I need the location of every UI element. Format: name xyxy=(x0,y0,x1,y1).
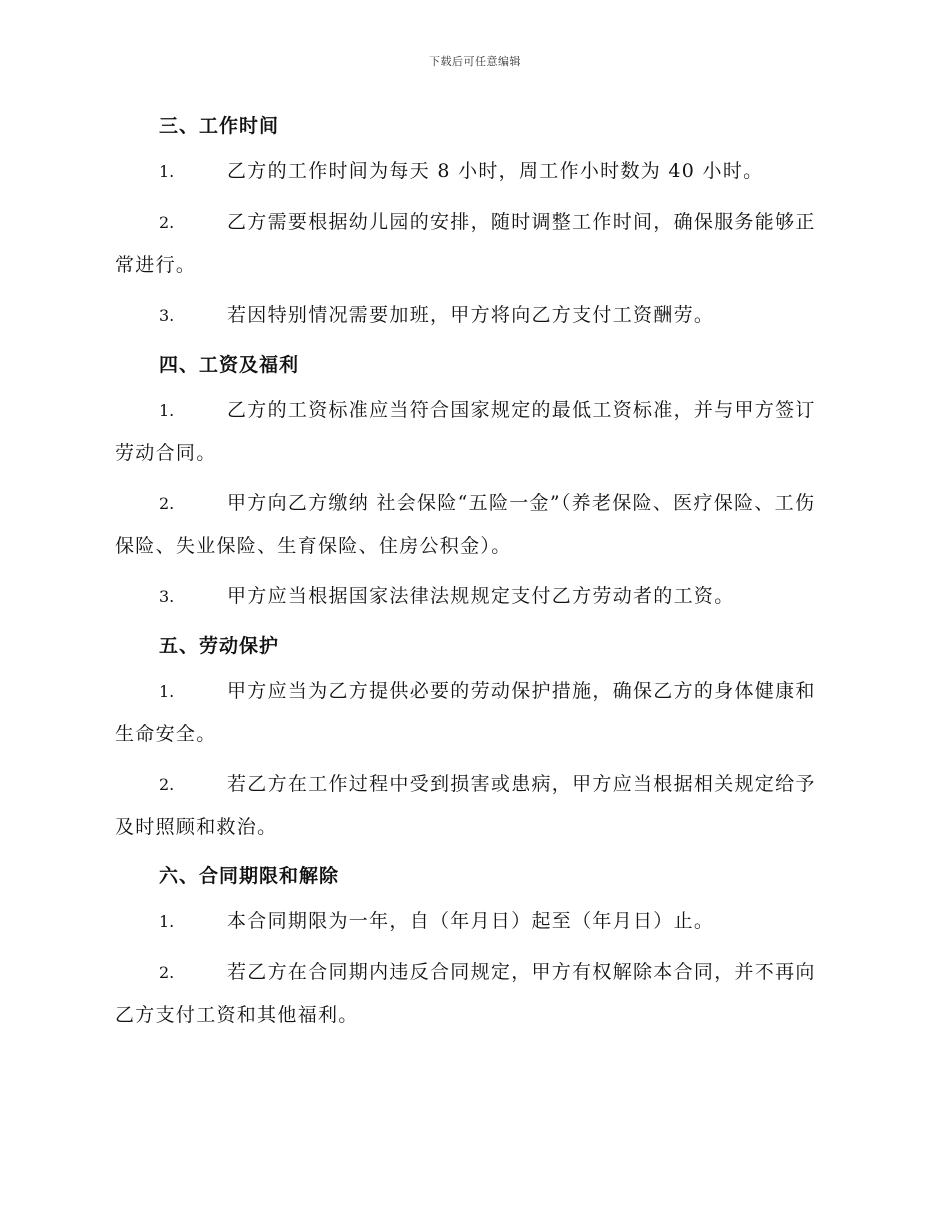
clause-number: 3. xyxy=(159,587,175,606)
clause-text: 甲方向乙方缴纳 社会保险“五险一金”（养老保险、医疗保险、工伤保险、失业保险、生育保险、住房公积金）。 xyxy=(115,492,816,557)
section-heading-wages: 四、工资及福利 xyxy=(159,354,300,376)
clause-number: 2. xyxy=(159,963,175,982)
clause-item xyxy=(115,201,835,286)
clause-number: 1. xyxy=(159,401,175,420)
section-heading-contract-term: 六、合同期限和解除 xyxy=(159,865,340,887)
document-body xyxy=(115,108,835,1044)
clause-number: 2. xyxy=(159,494,175,513)
clause-text: 若因特别情况需要加班，甲方将向乙方支付工资酬劳。 xyxy=(227,304,715,326)
clause-item xyxy=(115,900,835,943)
clause-item xyxy=(115,670,835,755)
clause-text: 甲方应当为乙方提供必要的劳动保护措施，确保乙方的身体健康和生命安全。 xyxy=(115,680,816,745)
clause-number: 3. xyxy=(159,306,175,325)
header-note: 下载后可任意编辑 xyxy=(429,55,521,68)
clause-item xyxy=(115,575,835,618)
section-heading-labor-protection: 五、劳动保护 xyxy=(159,635,280,657)
clause-item xyxy=(115,951,835,1036)
clause-text: 本合同期限为一年，自（年月日）起至（年月日）止。 xyxy=(227,910,715,932)
clause-item xyxy=(115,294,835,337)
clause-text: 乙方的工作时间为每天 8 小时，周工作小时数为 40 小时。 xyxy=(227,160,764,182)
clause-number: 1. xyxy=(159,162,175,181)
clause-item xyxy=(115,482,835,567)
clause-text: 乙方的工资标准应当符合国家规定的最低工资标准，并与甲方签订劳动合同。 xyxy=(115,399,816,464)
clause-text: 甲方应当根据国家法律法规规定支付乙方劳动者的工资。 xyxy=(227,585,735,607)
clause-text: 乙方需要根据幼儿园的安排，随时调整工作时间，确保服务能够正常进行。 xyxy=(115,211,816,276)
clause-item xyxy=(115,389,835,474)
section-heading-work-time: 三、工作时间 xyxy=(159,115,280,137)
clause-text: 若乙方在工作过程中受到损害或患病，甲方应当根据相关规定给予及时照顾和救治。 xyxy=(115,773,816,838)
clause-item xyxy=(115,763,835,848)
clause-item xyxy=(115,150,835,193)
clause-number: 1. xyxy=(159,682,175,701)
clause-number: 2. xyxy=(159,213,175,232)
clause-number: 1. xyxy=(159,912,175,931)
clause-text: 若乙方在合同期内违反合同规定，甲方有权解除本合同，并不再向乙方支付工资和其他福利。 xyxy=(115,961,816,1026)
clause-number: 2. xyxy=(159,775,175,794)
